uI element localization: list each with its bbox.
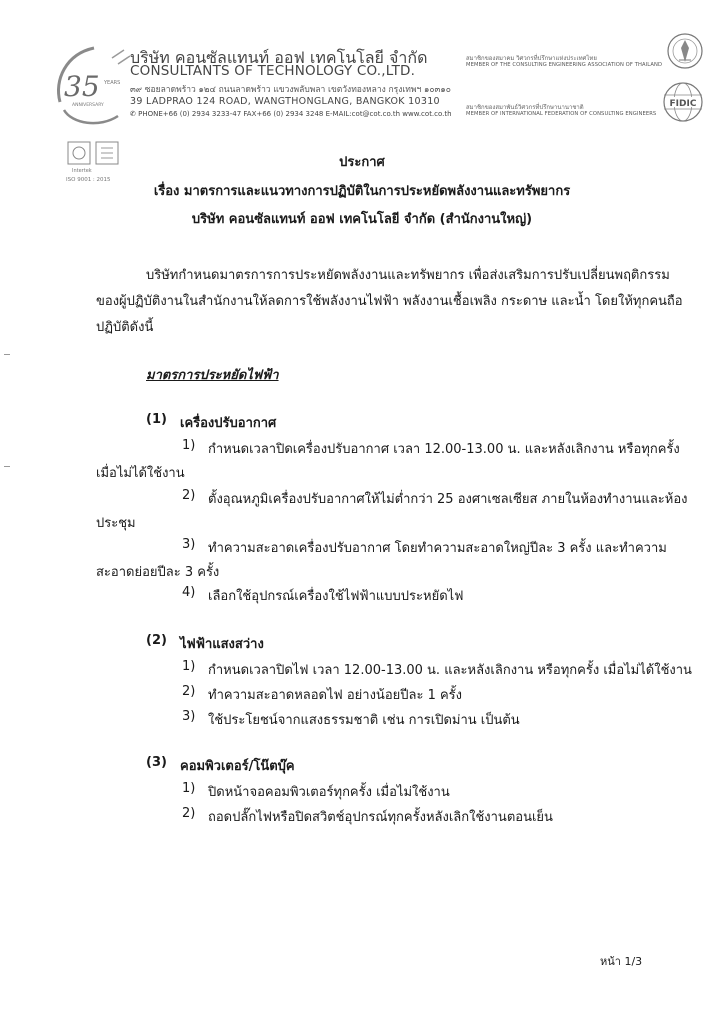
item-2-2-text: ทำความสะอาดหลอดไฟ อย่างน้อยปีละ 1 ครั้ง <box>208 688 463 703</box>
scan-mark <box>4 354 10 355</box>
section-title: มาตรการประหยัดไฟฟ้า <box>146 368 279 383</box>
contact-line <box>130 110 452 118</box>
svg-text:YEARS: YEARS <box>104 80 121 86</box>
intro-line-1: บริษัทกำหนดมาตรการการประหยัดพลังงานและทรัพยากร เพื่อส่งเสริมการปรับเปลี่ยนพฤติกรรม <box>146 268 670 283</box>
section-1-title: เครื่องปรับอากาศ <box>180 416 277 431</box>
intro-line-3: ปฏิบัติดังนี้ <box>96 320 154 335</box>
fidic-globe-icon <box>662 81 704 123</box>
section-2-number: (2) <box>146 633 167 648</box>
association-seal-icon <box>666 30 704 72</box>
svg-text:35: 35 <box>64 70 100 103</box>
item-1-4-text: เลือกใช้อุปกรณ์เครื่องใช้ไฟฟ้าแบบประหยัดไฟ <box>208 589 464 604</box>
item-2-3-text: ใช้ประโยชน์จากแสงธรรมชาติ เช่น การเปิดม่าน เป็นต้น <box>208 713 520 728</box>
item-1-1-cont: เมื่อไม่ได้ใช้งาน <box>96 466 185 481</box>
item-1-1-text: กำหนดเวลาปิดเครื่องปรับอากาศ เวลา 12.00-13.00 น. และหลังเลิกงาน หรือทุกครั้ง <box>208 442 680 457</box>
item-2-2-number: 2) <box>182 684 196 699</box>
item-3-2-text: ถอดปลั๊กไฟหรือปิดสวิตช์อุปกรณ์ทุกครั้งหลังเลิกใช้งานตอนเย็น <box>208 810 553 825</box>
announcement-subject: เรื่อง มาตรการและแนวทางการปฏิบัติในการประหยัดพลังงานและทรัพยากร <box>153 184 571 199</box>
item-1-3-number: 3) <box>182 537 196 552</box>
company-name-thai: บริษัท คอนซัลแทนท์ ออฟ เทคโนโลยี จำกัด <box>130 48 428 67</box>
svg-text:FIDIC: FIDIC <box>669 99 697 109</box>
item-2-3-number: 3) <box>182 709 196 724</box>
contact-text: PHONE+66 (0) 2934 3233-47 FAX+66 (0) 2934 3248 E-MAIL:cot@cot.co.th www.cot.co.th <box>138 110 452 118</box>
section-3-title: คอมพิวเตอร์/โน๊ตบุ๊ค <box>180 759 295 774</box>
scan-mark <box>4 466 10 467</box>
page-number: หน้า 1/3 <box>600 955 643 968</box>
item-2-1-number: 1) <box>182 659 196 674</box>
item-1-1-number: 1) <box>182 438 196 453</box>
section-2-title: ไฟฟ้าแสงสว่าง <box>180 637 264 652</box>
company-name-english: CONSULTANTS OF TECHNOLOGY CO.,LTD. <box>130 63 416 79</box>
address-english: 39 LADPRAO 124 ROAD, WANGTHONGLANG, BANGKOK 10310 <box>130 96 440 107</box>
svg-text:ANNIVERSARY: ANNIVERSARY <box>72 103 104 108</box>
association-thai-1: สมาชิกของสมาคม วิศวกรที่ปรึกษาแห่งประเทศไทย <box>466 55 597 62</box>
address-thai: ๓๙ ซอยลาดพร้าว ๑๒๔ ถนนลาดพร้าว แขวงพลับพลา เขตวังทองหลาง กรุงเทพฯ ๑๐๓๑๐ <box>130 85 451 95</box>
item-1-3-text: ทำความสะอาดเครื่องปรับอากาศ โดยทำความสะอาดใหญ่ปีละ 3 ครั้ง และทำความ <box>208 541 667 556</box>
association-thai-2: สมาชิกของสมาพันธ์วิศวกรที่ปรึกษานานาชาติ <box>466 104 584 111</box>
item-3-1-number: 1) <box>182 781 196 796</box>
association-english-1: MEMBER OF THE CONSULTING ENGINEERING ASSOCIATION OF THAILAND <box>466 62 663 68</box>
item-1-2-number: 2) <box>182 488 196 503</box>
item-2-1-text: กำหนดเวลาปิดไฟ เวลา 12.00-13.00 น. และหลังเลิกงาน หรือทุกครั้ง เมื่อไม่ได้ใช้งาน <box>208 663 692 678</box>
announcement-title: ประกาศ <box>339 155 385 170</box>
item-3-1-text: ปิดหน้าจอคอมพิวเตอร์ทุกครั้ง เมื่อไม่ใช้งาน <box>208 785 450 800</box>
item-1-2-cont: ประชุม <box>96 516 136 531</box>
item-1-3-cont: สะอาดย่อยปีละ 3 ครั้ง <box>96 565 220 580</box>
company-anniversary-logo <box>52 40 139 130</box>
announcement-company: บริษัท คอนซัลแทนท์ ออฟ เทคโนโลยี จำกัด (สำนักงานใหญ่) <box>191 212 533 227</box>
phone-icon: ✆ <box>130 110 139 118</box>
association-english-2: MEMBER OF INTERNATIONAL FEDERATION OF CONSULTING ENGINEERS <box>466 111 657 117</box>
iso-label: ISO 9001 : 2015 <box>66 177 111 183</box>
item-1-4-number: 4) <box>182 585 196 600</box>
intro-line-2: ของผู้ปฏิบัติงานในสำนักงานให้ลดการใช้พลังงานไฟฟ้า พลังงานเชื้อเพลิง กระดาษ และน้ำ โดยให้ทุกคนถือ <box>96 294 683 309</box>
svg-text:Intertek: Intertek <box>72 168 92 174</box>
item-3-2-number: 2) <box>182 806 196 821</box>
item-1-2-text: ตั้งอุณหภูมิเครื่องปรับอากาศให้ไม่ต่ำกว่า 25 องศาเซลเซียส ภายในห้องทำงานและห้อง <box>208 492 688 507</box>
section-1-number: (1) <box>146 412 167 427</box>
section-3-number: (3) <box>146 755 167 770</box>
